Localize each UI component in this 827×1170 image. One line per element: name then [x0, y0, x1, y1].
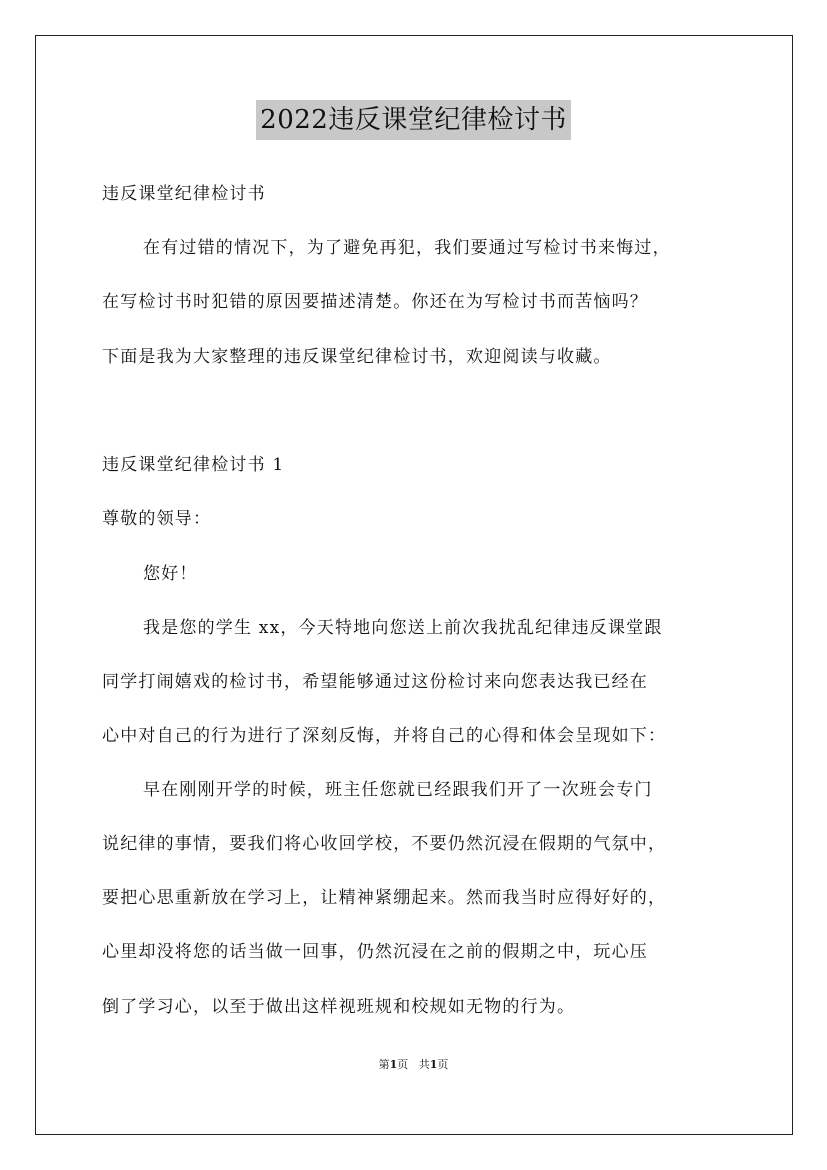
document-title: 2022违反课堂纪律检讨书 [256, 100, 571, 140]
paragraph-line: 倒了学习心，以至于做出这样视班规和校规如无物的行为。 [102, 997, 576, 1017]
total-suffix: 页 [437, 1058, 449, 1071]
title-container [0, 100, 827, 140]
paragraph-line: 要把心思重新放在学习上，让精神紧绷起来。然而我当时应得好好的， [102, 888, 667, 908]
paragraph-line: 说纪律的事情，要我们将心收回学校，不要仍然沉浸在假期的气氛中， [102, 834, 667, 854]
page-suffix: 页 [397, 1058, 409, 1071]
paragraph-line: 同学打闹嬉戏的检讨书，希望能够通过这份检讨来向您表达我已经在 [102, 672, 648, 692]
paragraph-line: 心里却没将您的话当做一回事，仍然沉浸在之前的假期之中，玩心压 [102, 942, 648, 962]
document-subtitle: 违反课堂纪律检讨书 [102, 184, 266, 204]
total-prefix: 共 [418, 1058, 430, 1071]
page-number: 1 [389, 1058, 398, 1071]
greeting: 您好！ [143, 564, 198, 584]
salutation: 尊敬的领导： [102, 509, 212, 529]
intro-line: 在写检讨书时犯错的原因要描述清楚。你还在为写检讨书而苦恼吗？ [102, 292, 648, 312]
paragraph-line: 早在刚刚开学的时候，班主任您就已经跟我们开了一次班会专门 [143, 780, 653, 800]
section-heading: 违反课堂纪律检讨书 1 [102, 455, 285, 475]
paragraph-line: 我是您的学生 xx，今天特地向您送上前次我扰乱纪律违反课堂跟 [143, 618, 663, 638]
page-footer [0, 1057, 827, 1073]
intro-line: 下面是我为大家整理的违反课堂纪律检讨书，欢迎阅读与收藏。 [102, 347, 612, 367]
intro-line: 在有过错的情况下，为了避免再犯，我们要通过写检讨书来悔过， [143, 238, 671, 258]
page-prefix: 第 [378, 1058, 390, 1071]
total-pages: 1 [429, 1058, 438, 1071]
paragraph-line: 心中对自己的行为进行了深刻反悔，并将自己的心得和体会呈现如下： [102, 726, 667, 746]
